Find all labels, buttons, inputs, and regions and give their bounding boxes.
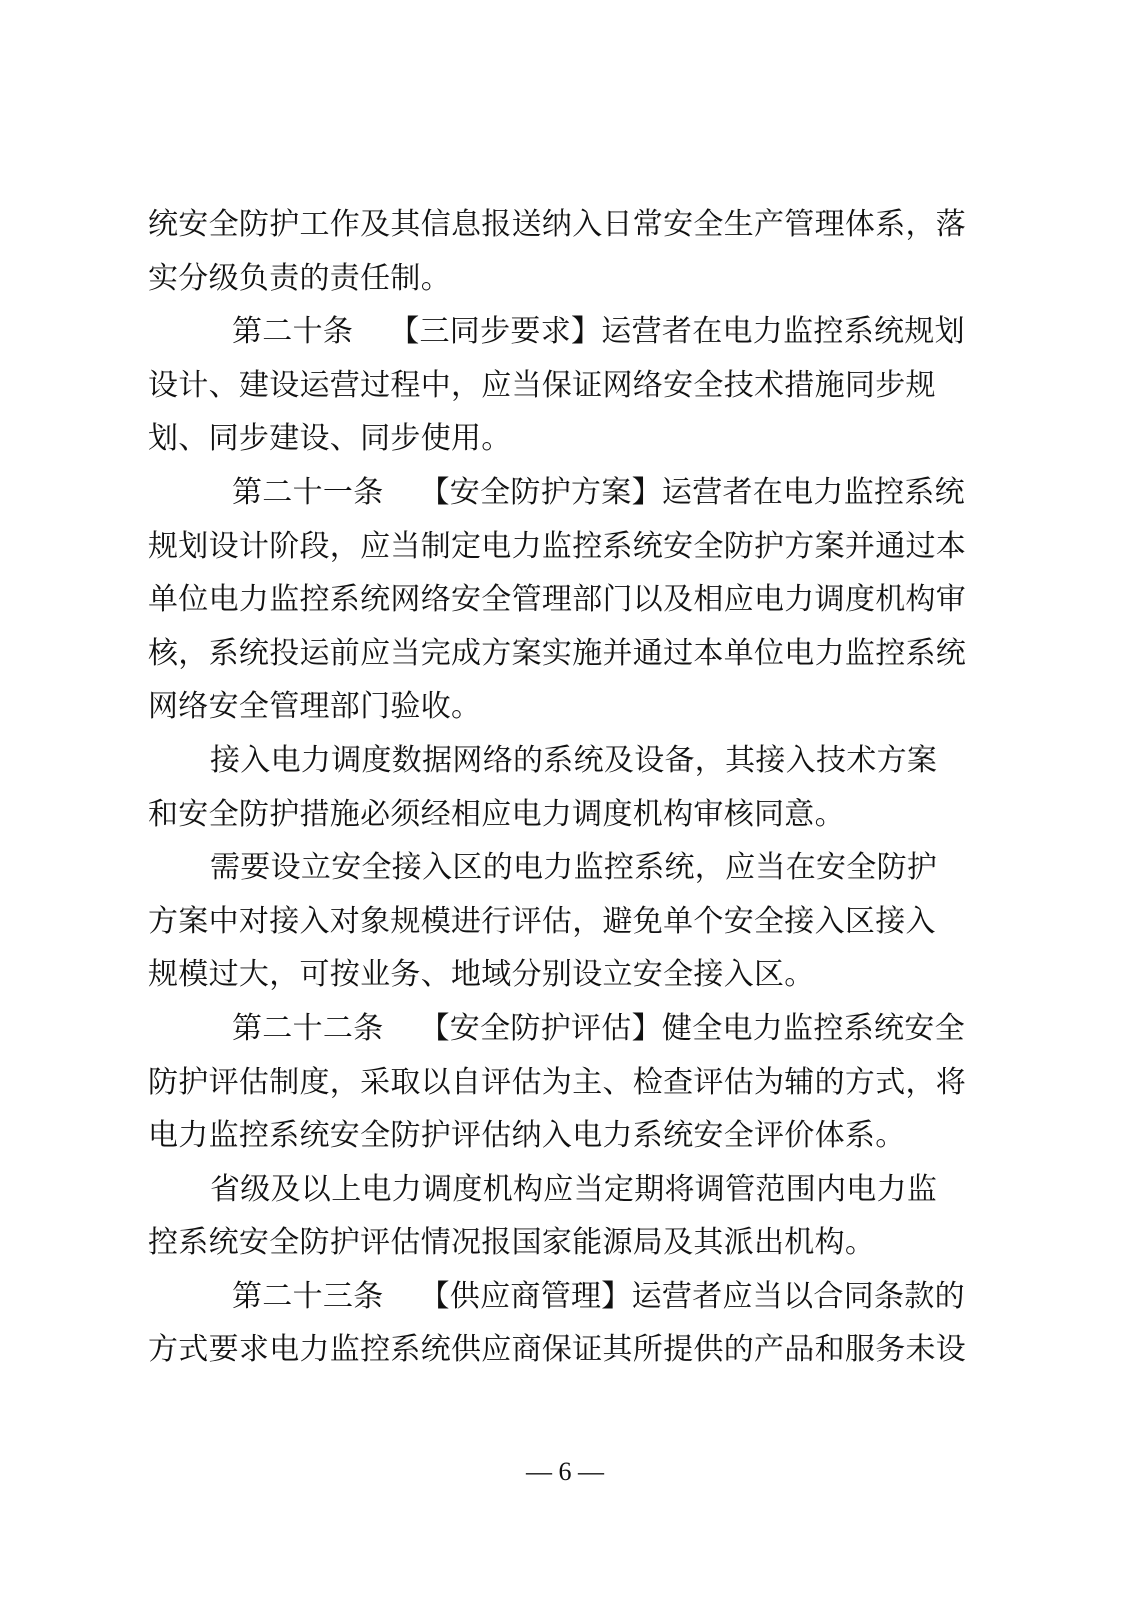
text-line: 规模过大，可按业务、地域分别设立安全接入区。 xyxy=(148,957,815,993)
text-line: 实分级负责的责任制。 xyxy=(148,260,451,296)
article-number: 第二十二条 xyxy=(232,1010,384,1046)
text-line: 控系统安全防护评估情况报国家能源局及其派出机构。 xyxy=(148,1225,876,1261)
article-number: 第二十一条 xyxy=(232,474,384,510)
document-body xyxy=(148,198,970,1377)
text-line: 防护评估制度，采取以自评估为主、检查评估为辅的方式，将 xyxy=(148,1064,967,1100)
article-21-line xyxy=(148,466,970,520)
text-line: 单位电力监控系统网络安全管理部门以及相应电力调度机构审 xyxy=(148,582,967,618)
article-20-line xyxy=(148,305,970,359)
article-text: 【三同步要求】运营者在电力监控系统规划 xyxy=(389,314,965,350)
text-line: 网络安全管理部门验收。 xyxy=(148,689,482,725)
paragraph-start-line: 省级及以上电力调度机构应当定期将调管范围内电力监 xyxy=(210,1171,938,1207)
article-text: 【安全防护评估】健全电力监控系统安全 xyxy=(419,1010,965,1046)
text-line: 规划设计阶段，应当制定电力监控系统安全防护方案并通过本 xyxy=(148,528,967,564)
page-number: — 6 — xyxy=(526,1457,604,1486)
text-line: 方式要求电力监控系统供应商保证其所提供的产品和服务未设 xyxy=(148,1332,967,1368)
text-line: 核，系统投运前应当完成方案实施并通过本单位电力监控系统 xyxy=(148,635,967,671)
text-line: 方案中对接入对象规模进行评估，避免单个安全接入区接入 xyxy=(148,903,936,939)
text-line: 统安全防护工作及其信息报送纳入日常安全生产管理体系，落 xyxy=(148,207,967,242)
article-22-line xyxy=(148,1002,970,1056)
article-23-line xyxy=(148,1270,970,1324)
text-line: 设计、建设运营过程中，应当保证网络安全技术措施同步规 xyxy=(148,367,936,403)
text-line: 划、同步建设、同步使用。 xyxy=(148,421,512,457)
article-number: 第二十条 xyxy=(232,314,354,350)
article-text: 【供应商管理】运营者应当以合同条款的 xyxy=(419,1278,965,1314)
text-line: 电力监控系统安全防护评估纳入电力系统安全评价体系。 xyxy=(148,1118,906,1154)
article-number: 第二十三条 xyxy=(232,1278,384,1314)
paragraph-start-line: 需要设立安全接入区的电力监控系统，应当在安全防护 xyxy=(210,850,938,886)
paragraph-start-line: 接入电力调度数据网络的系统及设备，其接入技术方案 xyxy=(210,742,938,778)
article-text: 【安全防护方案】运营者在电力监控系统 xyxy=(419,474,965,510)
text-line: 和安全防护措施必须经相应电力调度机构审核同意。 xyxy=(148,796,845,832)
